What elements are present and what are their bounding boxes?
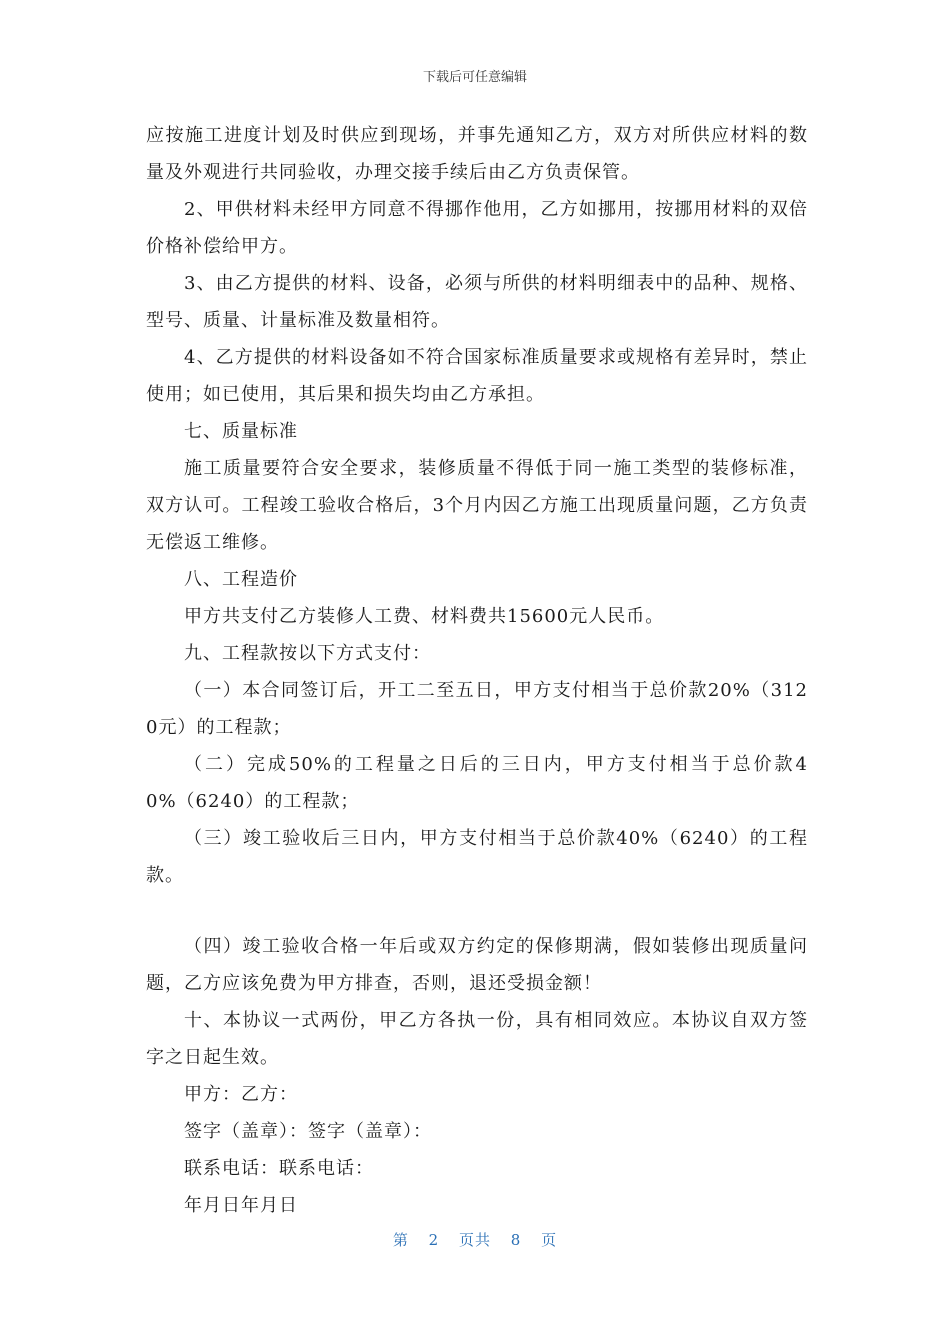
document-body — [146, 117, 808, 1224]
paragraph-agreement-copies: 十、本协议一式两份，甲乙方各执一份，具有相同效应。本协议自双方签字之日起生效。 — [146, 1010, 808, 1068]
total-label: 页共 — [458, 1231, 491, 1249]
signature-seal: 签字（盖章）：签字（盖章）： — [184, 1121, 432, 1142]
paragraph-clause-4: 4、乙方提供的材料设备如不符合国家标准质量要求或规格有差异时，禁止使用；如已使用，其后果和损失均由乙方承担。 — [146, 347, 808, 405]
total-pages: 8 — [510, 1231, 522, 1249]
section-heading-payment: 九、工程款按以下方式支付： — [184, 643, 431, 664]
paragraph-payment-2: （二）完成50%的工程量之日后的三日内，甲方支付相当于总价款40%（6240）的工程款； — [146, 754, 808, 812]
paragraph-cost: 甲方共支付乙方装修人工费、材料费共15600元人民币。 — [184, 606, 665, 627]
paragraph-clause-3: 3、由乙方提供的材料、设备，必须与所供的材料明细表中的品种、规格、型号、质量、计量标准及数量相符。 — [146, 273, 808, 331]
paragraph-quality-standard: 施工质量要符合安全要求，装修质量不得低于同一施工类型的装修标准，双方认可。工程竣工验收合格后，3个月内因乙方施工出现质量问题，乙方负责无偿返工维修。 — [146, 458, 808, 553]
paragraph-material-supply: 应按施工进度计划及时供应到现场，并事先通知乙方，双方对所供应材料的数量及外观进行共同验收，办理交接手续后由乙方负责保管。 — [146, 125, 808, 183]
page-suffix: 页 — [541, 1231, 558, 1249]
page-label: 第 — [392, 1231, 409, 1249]
paragraph-payment-1: （一）本合同签订后，开工二至五日，甲方支付相当于总价款20%（3120元）的工程款； — [146, 680, 808, 738]
section-heading-cost: 八、工程造价 — [184, 569, 298, 590]
paragraph-payment-3: （三）竣工验收后三日内，甲方支付相当于总价款40%（6240）的工程款。 — [146, 828, 808, 886]
paragraph-clause-2: 2、甲供材料未经甲方同意不得挪作他用，乙方如挪用，按挪用材料的双倍价格补偿给甲方。 — [146, 199, 808, 257]
paragraph-payment-4: （四）竣工验收合格一年后或双方约定的保修期满，假如装修出现质量问题，乙方应该免费为甲方排查，否则，退还受损金额！ — [146, 936, 808, 994]
section-heading-quality: 七、质量标准 — [184, 421, 298, 442]
blank-line — [146, 894, 808, 928]
signature-phone: 联系电话：联系电话： — [184, 1158, 374, 1179]
signature-date: 年月日年月日 — [184, 1195, 298, 1216]
page-footer — [0, 1229, 950, 1250]
page-number: 2 — [428, 1231, 440, 1249]
signature-parties: 甲方：乙方： — [184, 1084, 298, 1105]
page-header: 下载后可任意编辑 — [422, 70, 527, 85]
